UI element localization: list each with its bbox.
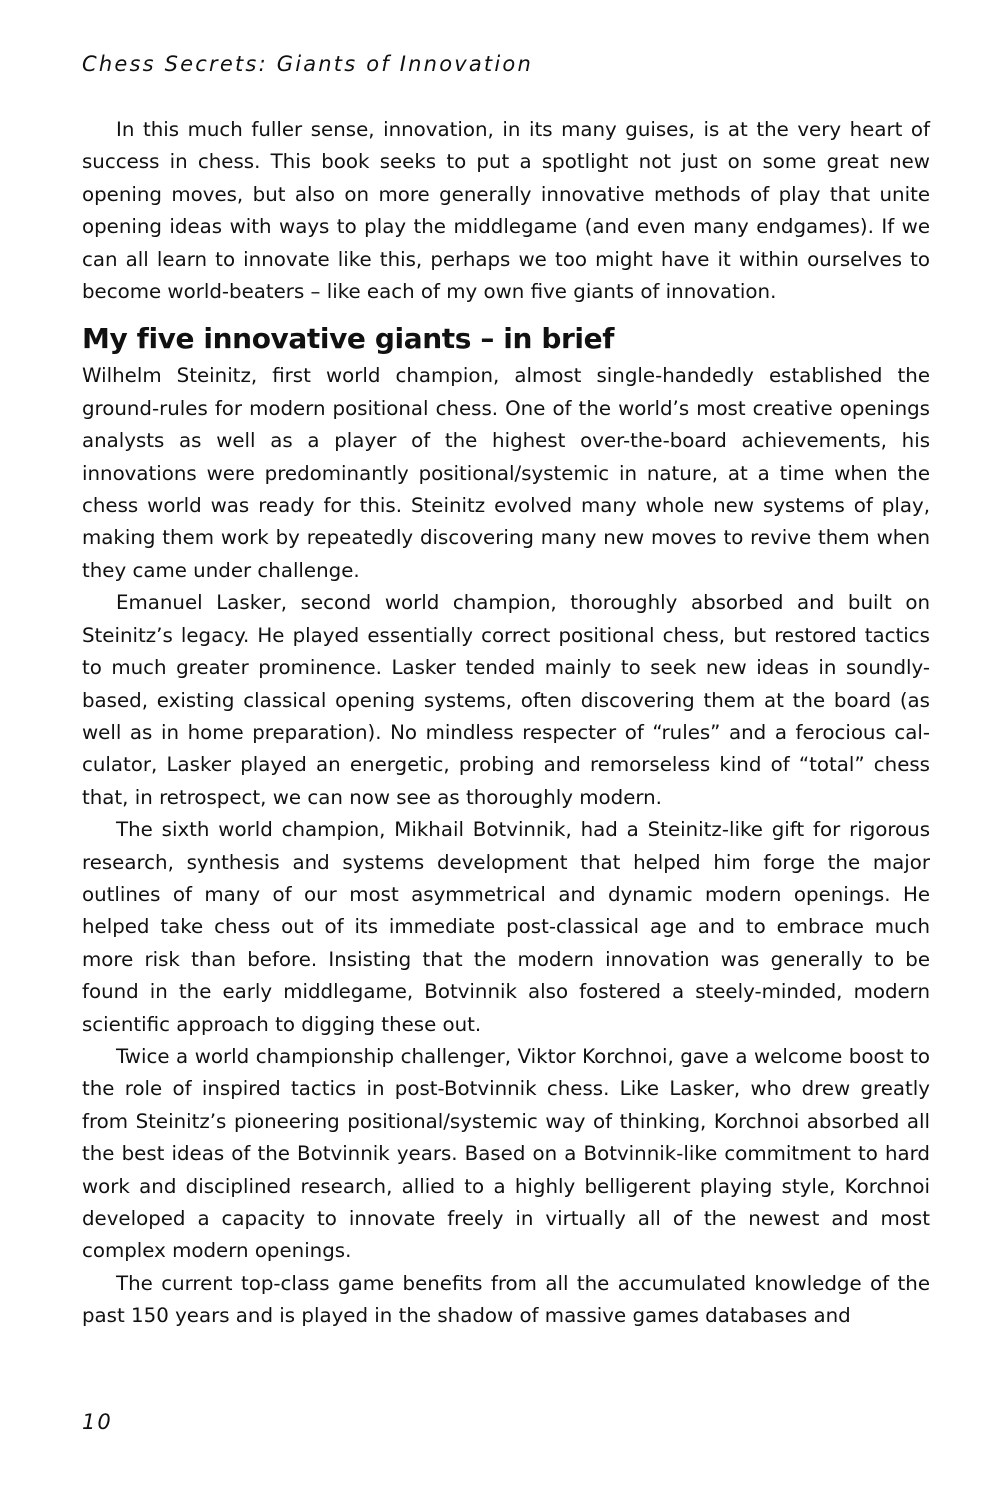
body-text: [82, 114, 930, 1333]
paragraph-current-game: The current top-class game benefits from all the accumulated knowledge of the past 150 years and is played in the shadow of massive games databases and: [82, 1271, 930, 1328]
paragraph-korchnoi: Twice a world championship challenger, Viktor Korchnoi, gave a welcome boost to the role of inspired tactics in post-Botvinnik chess. Like Lasker, who drew greatly from Steinitz’s pioneering positional/systemic way of thinking, Korchnoi absorbed all the best ideas of the Botvinnik years. Based on a Botvinnik-like commitment to hard work and disciplined research, allied to a highly belligerent playing style, Korchnoi developed a capacity to innovate freely in virtually all of the newest and most complex modern openings.: [82, 1044, 930, 1263]
intro-paragraph: In this much fuller sense, innovation, in its many guises, is at the very heart of success in chess. This book seeks to put a spotlight not just on some great new opening moves, but also on more generally innovative methods of play that unite opening ideas with ways to play the middlegame (and even many endgames). If we can all learn to innovate like this, perhaps we too might have it within ourselves to become world-beaters – like each of my own five giants of innovation.: [82, 118, 930, 304]
paragraph-botvinnik: The sixth world champion, Mikhail Botvinnik, had a Steinitz-like gift for rigorous research, synthesis and systems development that helped him forge the major outlines of many of our most asymmetrical and dynamic modern openings. He helped take chess out of its immediate post-classical age and to embrace much more risk than before. Insisting that the modern innovation was generally to be found in the early middlegame, Botvinnik also fostered a steely-minded, modern scientific approach to digging these out.: [82, 818, 930, 1036]
section-heading: My five innovative giants – in brief: [82, 322, 614, 356]
running-head: Chess Secrets: Giants of Innovation: [82, 52, 533, 76]
page-number: 10: [82, 1410, 113, 1434]
paragraph-lasker: Emanuel Lasker, second world champion, thoroughly absorbed and built on Steinitz’s legacy. He played essentially correct positional chess, but restored tactics to much greater prominence. Lasker tended mainly to seek new ideas in soundly-based, existing classical opening systems, often discovering them at the board (as well as in home preparation). No mindless respecter of “rules” and a ferocious calculator, Lasker played an energetic, probing and remorseless kind of “total” chess that, in retrospect, we can now see as thoroughly modern.: [82, 591, 930, 809]
paragraph-steinitz: Wilhelm Steinitz, first world champion, almost single-handedly established the ground-rules for modern positional chess. One of the world’s most creative openings analysts as well as a player of the highest over-the-board achievements, his innovations were predominantly positional/systemic in nature, at a time when the chess world was ready for this. Steinitz evolved many whole new systems of play, making them work by repeatedly discovering many new moves to revive them when they came under challenge.: [82, 364, 930, 582]
